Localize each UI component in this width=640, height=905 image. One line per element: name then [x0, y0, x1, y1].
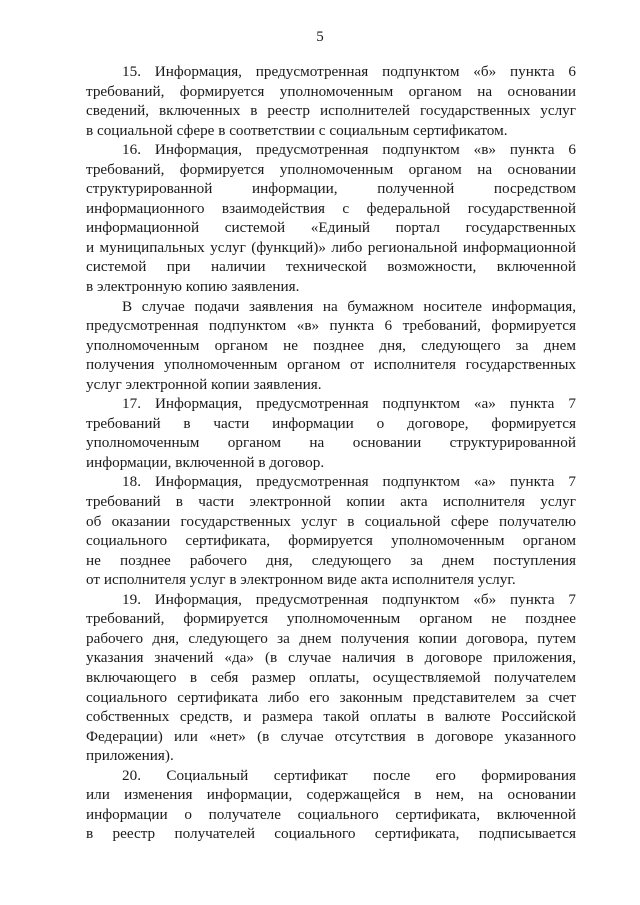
text-line: указания значений «да» (в случае наличия в договоре приложения,	[86, 649, 576, 667]
text-line: требований в части электронной копии акта исполнителя услуг	[86, 493, 576, 511]
text-line: сведений, включенных в реестр исполнителей государственных услуг	[86, 102, 576, 120]
text-line: или изменения информации, содержащейся в нем, на основании	[86, 786, 576, 804]
text-line: в электронную копию заявления.	[86, 278, 300, 296]
text-line: 17. Информация, предусмотренная подпунктом «а» пункта 7	[122, 395, 576, 413]
text-line: в социальной сфере в соответствии с социальным сертификатом.	[86, 121, 508, 139]
text-line: системой при наличии технической возможности, включенной	[86, 258, 576, 276]
text-line: услуг электронной копии заявления.	[86, 375, 322, 393]
text-line: структурированной информации, полученной посредством	[86, 180, 576, 198]
text-line: предусмотренная подпунктом «в» пункта 6 требований, формируется	[86, 317, 576, 335]
page-number: 5	[316, 29, 324, 45]
text-line: уполномоченным органом не позднее дня, следующего за днем	[86, 336, 576, 354]
text-line: информационного взаимодействия с федеральной государственной	[86, 199, 576, 217]
text-line: включающего в себя размер оплаты, осуществляемой получателем	[86, 668, 576, 686]
text-line: требований, формируется уполномоченным органом на основании	[86, 160, 576, 178]
text-line: и муниципальных услуг (функций)» либо региональной информационной	[86, 238, 576, 256]
text-line: 20. Социальный сертификат после его формирования	[122, 766, 576, 784]
text-line: В случае подачи заявления на бумажном носителе информация,	[122, 297, 576, 315]
text-line: собственных средств, и размера такой оплаты в валюте Российской	[86, 708, 576, 726]
text-line: требований в части информации о договоре, формируется	[86, 414, 576, 432]
text-line: рабочего дня, следующего за днем получения копии договора, путем	[86, 629, 576, 647]
text-line: 19. Информация, предусмотренная подпунктом «б» пункта 7	[122, 590, 576, 608]
text-line: не позднее рабочего дня, следующего за днем поступления	[86, 551, 576, 569]
text-line: требований, формируется уполномоченным органом на основании	[86, 82, 576, 100]
text-line: Федерации) или «нет» (в случае отсутствия в договоре указанного	[86, 727, 576, 745]
text-line: социального сертификата, формируется уполномоченным органом	[86, 532, 576, 550]
text-line: в реестр получателей социального сертификата, подписывается	[86, 825, 576, 843]
text-line: 18. Информация, предусмотренная подпунктом «а» пункта 7	[122, 473, 576, 491]
text-line: от исполнителя услуг в электронном виде акта исполнителя услуг.	[86, 571, 516, 589]
text-line: требований, формируется уполномоченным органом не позднее	[86, 610, 576, 628]
text-line: уполномоченным органом на основании структурированной	[86, 434, 576, 452]
text-line: информации о получателе социального сертификата, включенной	[86, 805, 576, 823]
document-body	[86, 62, 576, 844]
text-line: 16. Информация, предусмотренная подпунктом «в» пункта 6	[122, 141, 576, 159]
text-line: информационной системой «Единый портал государственных	[86, 219, 576, 237]
text-line: приложения).	[86, 747, 174, 765]
text-line: об оказании государственных услуг в социальной сфере получателю	[86, 512, 576, 530]
text-line: информации, включенной в договор.	[86, 453, 325, 471]
text-line: социального сертификата либо его законным представителем за счет	[86, 688, 576, 706]
text-line: 15. Информация, предусмотренная подпунктом «б» пункта 6	[122, 63, 576, 80]
text-line: получения уполномоченным органом от исполнителя государственных	[86, 356, 576, 374]
